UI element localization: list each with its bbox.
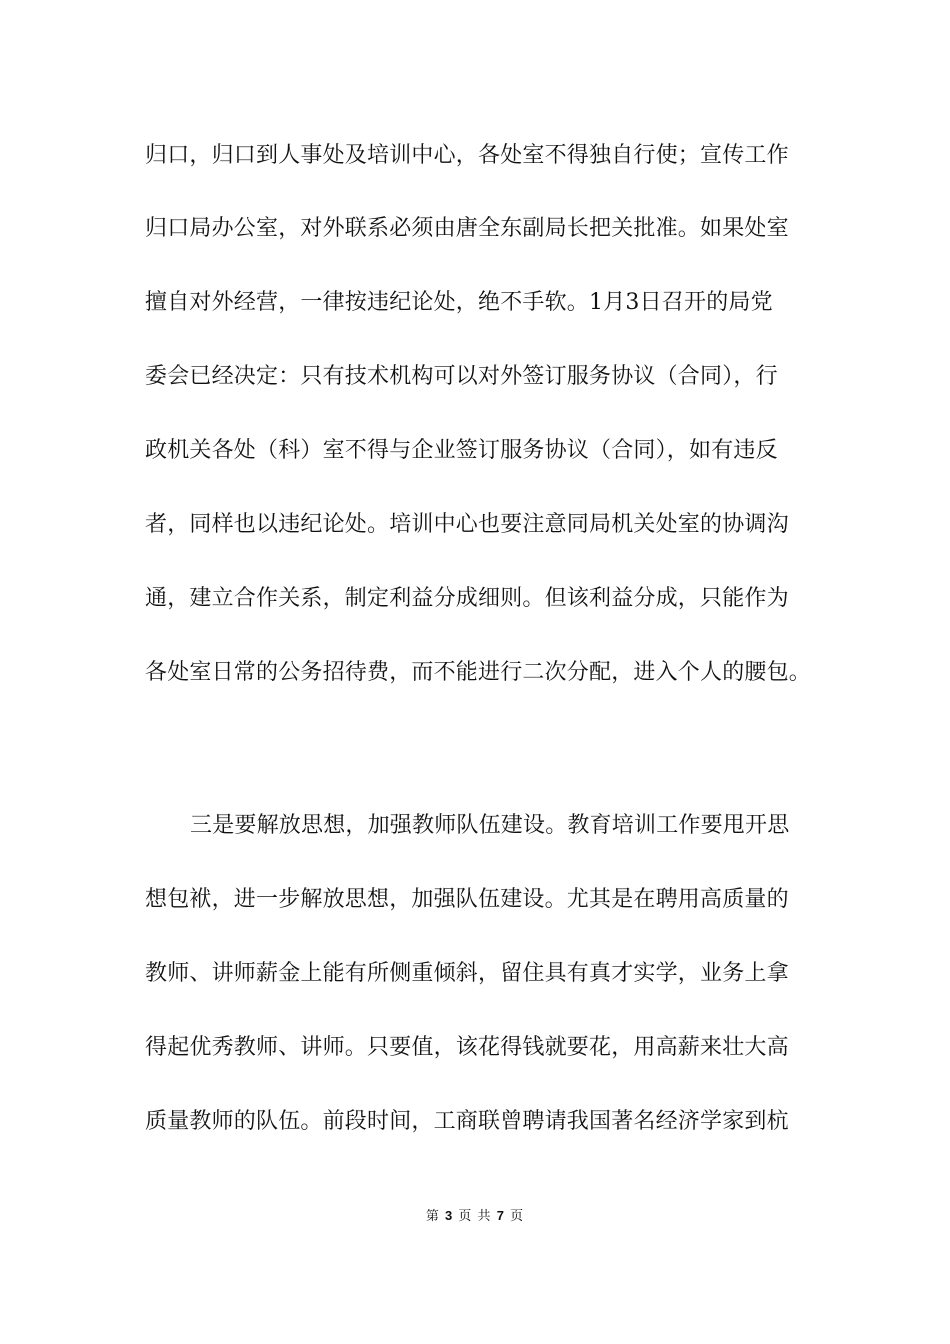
text-line: 政机关各处（科）室不得与企业签订服务协议（合同），如有违反 <box>145 438 778 463</box>
text-line: 者，同样也以违纪论处。培训中心也要注意同局机关处室的协调沟 <box>145 512 789 537</box>
current-page-number: 3 <box>445 1208 454 1223</box>
text-line: 质量教师的队伍。前段时间，工商联曾聘请我国著名经济学家到杭 <box>145 1109 789 1134</box>
text-line: 归口，归口到人事处及培训中心，各处室不得独自行使；宣传工作 <box>145 143 789 168</box>
footer-middle: 页 共 <box>458 1209 492 1224</box>
footer-prefix: 第 <box>425 1209 440 1224</box>
text-line: 教师、讲师薪金上能有所侧重倾斜，留住具有真才实学，业务上拿 <box>145 961 789 986</box>
text-line: 想包袱，进一步解放思想，加强队伍建设。尤其是在聘用高质量的 <box>145 887 789 912</box>
page-footer <box>0 1207 950 1226</box>
text-line: 委会已经决定：只有技术机构可以对外签订服务协议（合同），行 <box>145 364 778 389</box>
text-line: 得起优秀教师、讲师。只要值，该花得钱就要花，用高薪来壮大高 <box>145 1035 789 1060</box>
total-pages-number: 7 <box>496 1208 505 1223</box>
text-line: 通，建立合作关系，制定利益分成细则。但该利益分成，只能作为 <box>145 586 789 611</box>
text-line: 擅自对外经营，一律按违纪论处，绝不手软。1月3日召开的局党 <box>145 290 773 315</box>
footer-suffix: 页 <box>510 1209 525 1224</box>
text-line: 各处室日常的公务招待费，而不能进行二次分配，进入个人的腰包。 <box>145 660 812 685</box>
text-line: 三是要解放思想，加强教师队伍建设。教育培训工作要甩开思 <box>190 813 790 838</box>
text-line: 归口局办公室，对外联系必须由唐全东副局长把关批准。如果处室 <box>145 216 789 241</box>
